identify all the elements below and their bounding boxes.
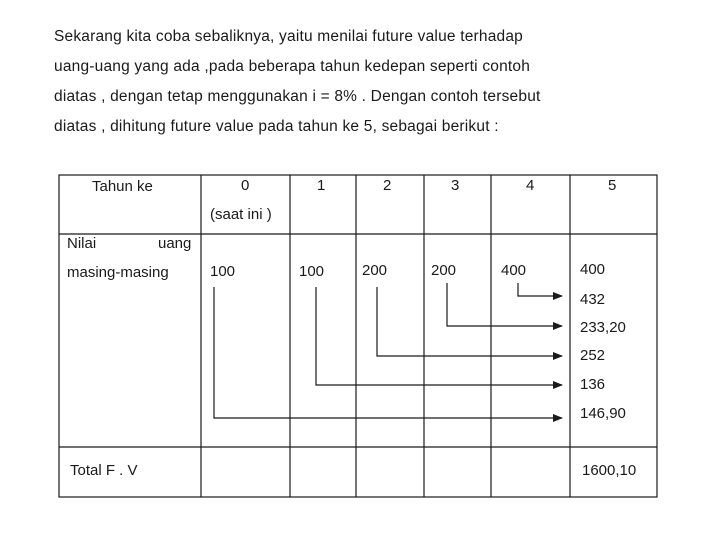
- arrow-year1: [316, 287, 562, 385]
- present-value-year2: 200: [362, 262, 388, 279]
- paragraph-line: uang-uang yang ada ,pada beberapa tahun kedepan seperti contoh: [54, 58, 531, 75]
- year-4: 4: [526, 177, 535, 194]
- present-value-year3: 200: [431, 262, 457, 279]
- compounding-arrows: [214, 283, 562, 418]
- year-1: 1: [317, 177, 326, 194]
- future-value-item: 432: [580, 291, 606, 308]
- header-label: Tahun ke: [92, 178, 153, 195]
- present-value-year1: 100: [299, 263, 325, 280]
- arrow-year4: [518, 283, 562, 296]
- year-0: 0: [241, 177, 250, 194]
- year-5: 5: [608, 177, 617, 194]
- present-value-year4: 400: [501, 262, 527, 279]
- future-value-item: 136: [580, 376, 606, 393]
- paragraph-line: Sekarang kita coba sebaliknya, yaitu menilai future value terhadap: [54, 28, 524, 45]
- year-3: 3: [451, 177, 460, 194]
- table-border: [59, 175, 657, 497]
- total-value: 1600,10: [582, 462, 637, 479]
- row-label-nilai: Nilai: [67, 235, 97, 252]
- present-value-year0: 100: [210, 263, 236, 280]
- paragraph-line: diatas , dengan tetap menggunakan i = 8% . Dengan contoh tersebut: [54, 88, 541, 105]
- future-value-item: 146,90: [580, 405, 626, 422]
- future-value-item: 252: [580, 347, 606, 364]
- arrow-year2: [377, 287, 562, 356]
- future-value-item: 400: [580, 261, 606, 278]
- table-grid: [59, 175, 657, 497]
- row-label-uang: uang: [158, 235, 192, 252]
- arrow-year0: [214, 287, 562, 418]
- year-0-note: (saat ini ): [210, 206, 272, 223]
- paragraph-line: diatas , dihitung future value pada tahun ke 5, sebagai berikut :: [54, 118, 499, 135]
- future-value-item: 233,20: [580, 319, 626, 336]
- row-label-masing: masing-masing: [67, 264, 169, 281]
- year-2: 2: [383, 177, 392, 194]
- arrow-year3: [447, 283, 562, 326]
- total-label: Total F . V: [70, 462, 138, 479]
